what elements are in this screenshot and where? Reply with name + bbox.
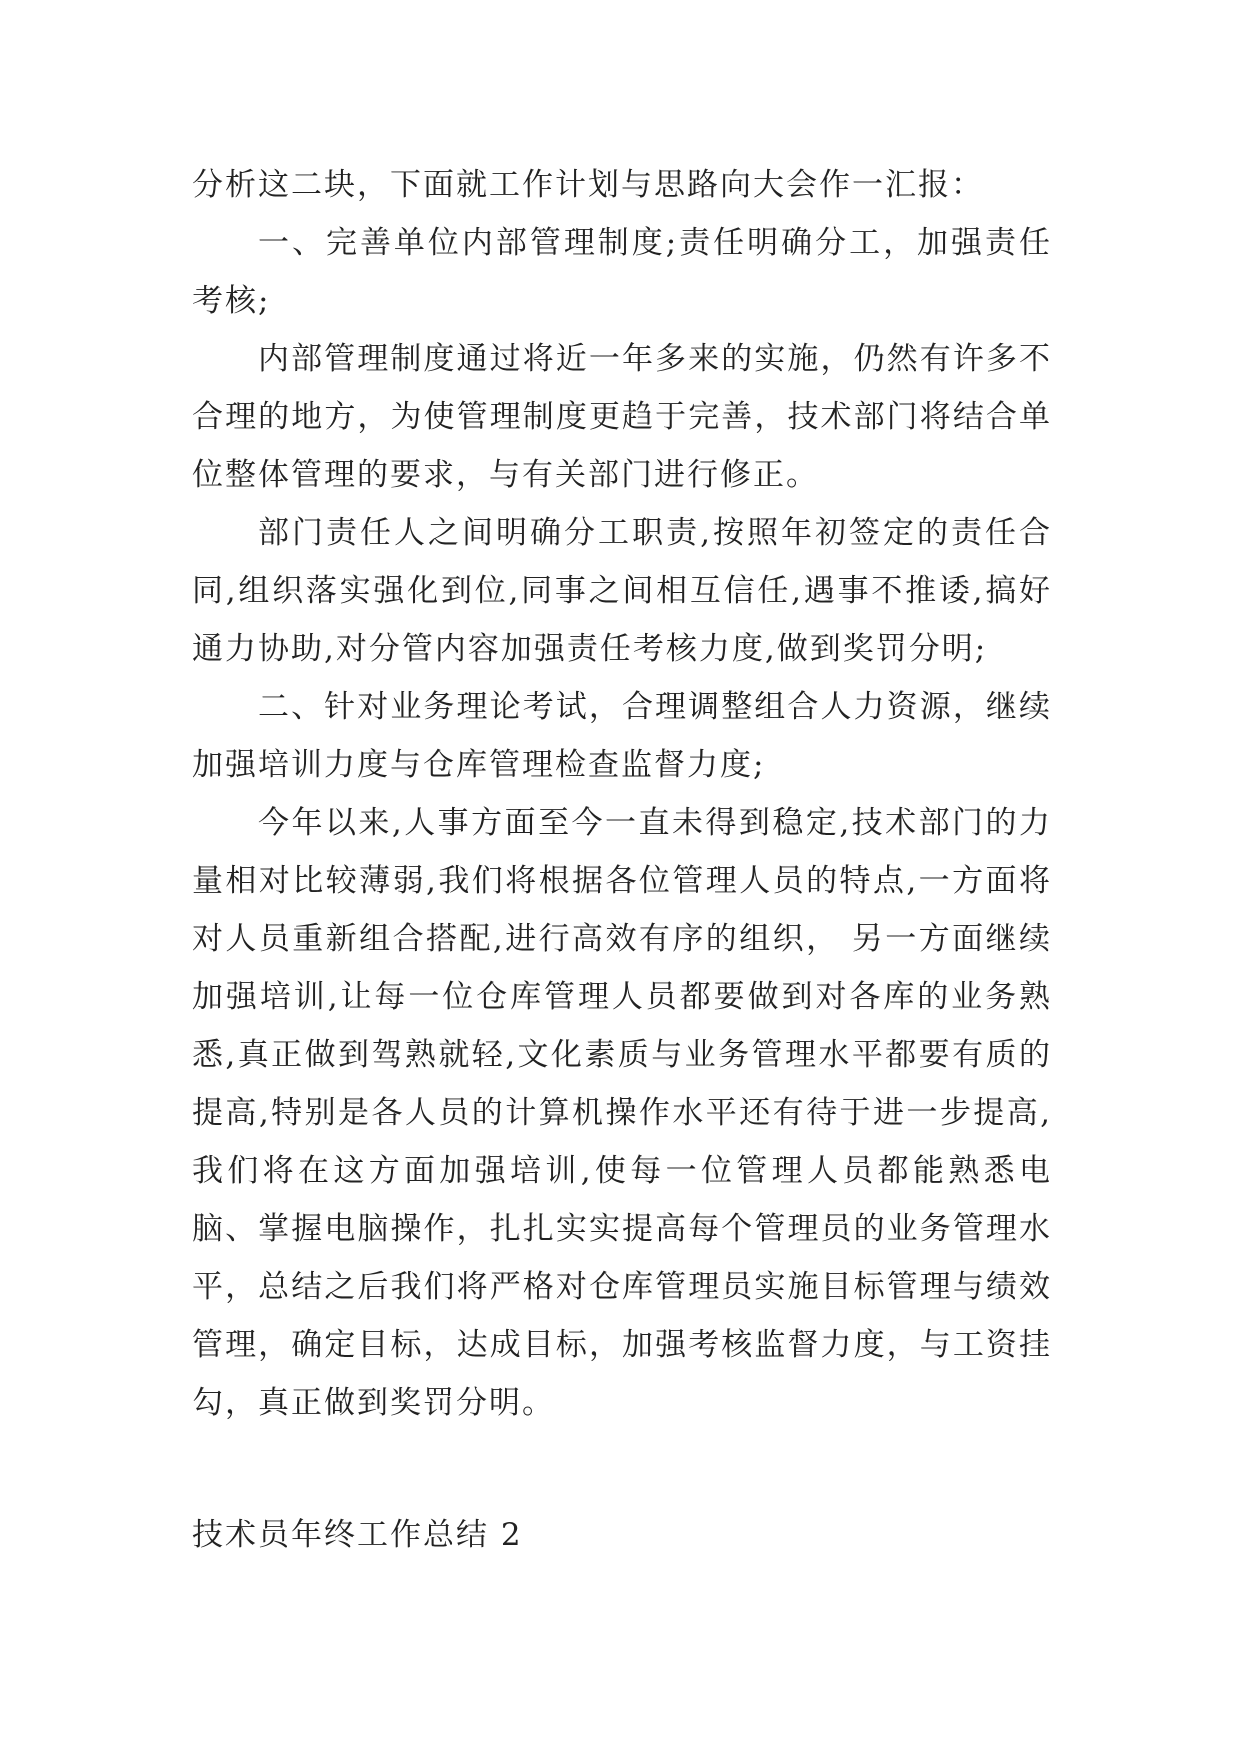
paragraph-intro: 分析这二块，下面就工作计划与思路向大会作一汇报： [192,167,984,203]
paragraph-training: 今年以来,人事方面至今一直未得到稳定,技术部门的力量相对比较薄弱,我们将根据各位管理人员的特点,一方面将对人员重新组合搭配,进行高效有序的组织， 另一方面继续加强培训,让每一位仓库管理人员都要做到对各库的业务熟悉,真正做到驾熟就轻,文化素质与业务管理水平都要有质的提高,特别是各人员的计算机操作水平还有待于进一步提高,我们将在这方面加强培训,使每一位管理人员都能熟悉电脑、掌握电脑操作，扎扎实实提高每个管理员的业务管理水平，总结之后我们将严格对仓库管理员实施目标管理与绩效管理，确定目标，达成目标，加强考核监督力度，与工资挂勾，真正做到奖罚分明。 [192,805,1052,1421]
paragraph-responsibility: 部门责任人之间明确分工职责,按照年初签定的责任合同,组织落实强化到位,同事之间相互信任,遇事不推诿,搞好通力协助,对分管内容加强责任考核力度,做到奖罚分明; [192,515,1052,667]
paragraph-heading-two: 二、针对业务理论考试，合理调整组合人力资源，继续加强培训力度与仓库管理检查监督力度; [192,689,1052,783]
paragraph-heading-one: 一、完善单位内部管理制度;责任明确分工，加强责任考核; [192,225,1052,319]
section-title: 技术员年终工作总结 2 [192,1517,523,1553]
paragraph-internal-management: 内部管理制度通过将近一年多来的实施，仍然有许多不合理的地方，为使管理制度更趋于完善，技术部门将结合单位整体管理的要求，与有关部门进行修正。 [192,341,1052,493]
document-body [192,156,1052,1432]
